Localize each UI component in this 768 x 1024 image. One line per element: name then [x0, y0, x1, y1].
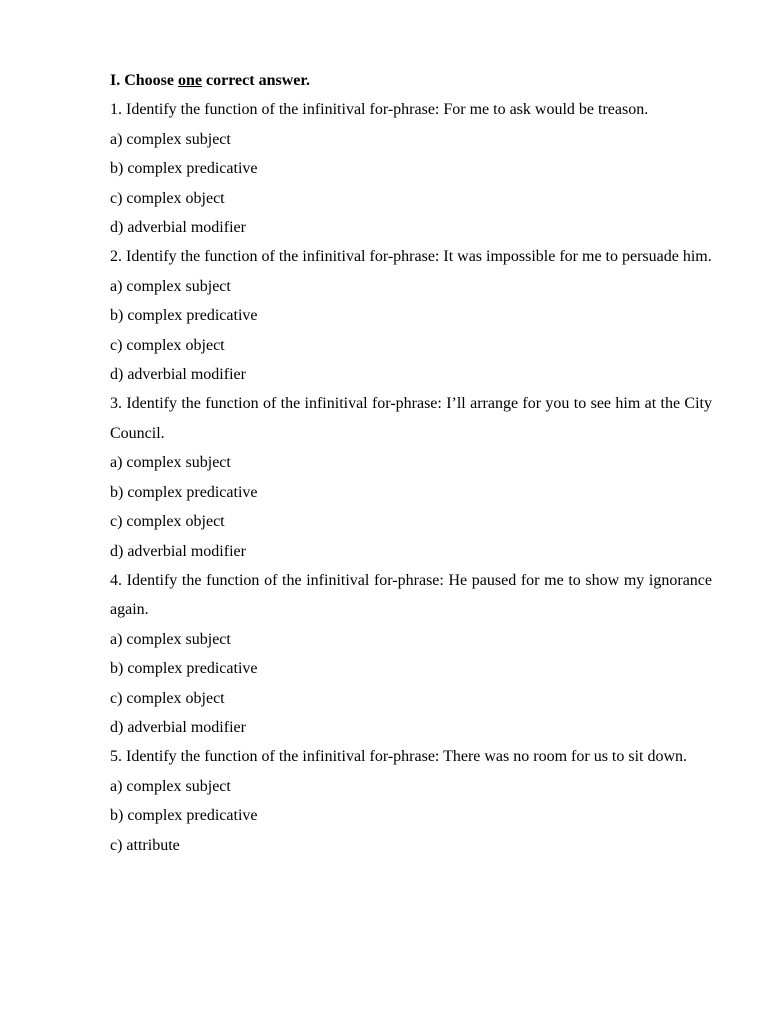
answer-option: c) complex object: [110, 336, 225, 354]
document-body: [110, 66, 712, 860]
heading-underlined-word: one: [178, 72, 203, 89]
answer-option: d) adverbial modifier: [110, 718, 246, 736]
question-text: 4. Identify the function of the infinitival for-phrase: He paused for me to show my ignorance again.: [110, 571, 712, 619]
heading-suffix: correct answer.: [202, 72, 310, 89]
question-text: 1. Identify the function of the infinitival for-phrase: For me to ask would be treason.: [110, 101, 649, 119]
answer-option: b) complex predicative: [110, 660, 258, 678]
answer-option: b) complex predicative: [110, 807, 258, 825]
answer-option: b) complex predicative: [110, 483, 258, 501]
answer-option: c) complex object: [110, 189, 225, 207]
question-text: 2. Identify the function of the infinitival for-phrase: It was impossible for me to persuade him.: [110, 248, 712, 266]
answer-option: a) complex subject: [110, 277, 231, 295]
question-text: 5. Identify the function of the infinitival for-phrase: There was no room for us to sit down.: [110, 748, 688, 766]
answer-option: b) complex predicative: [110, 160, 258, 178]
answer-option: d) adverbial modifier: [110, 542, 246, 560]
question-text: 3. Identify the function of the infinitival for-phrase: I’ll arrange for you to see him at the City Council.: [110, 395, 712, 442]
answer-option: a) complex subject: [110, 130, 231, 148]
answer-option: d) adverbial modifier: [110, 219, 246, 237]
answer-option: d) adverbial modifier: [110, 366, 246, 384]
answer-option: a) complex subject: [110, 454, 231, 472]
answer-option: a) complex subject: [110, 630, 231, 648]
answer-option: c) complex object: [110, 689, 225, 707]
question-3: [110, 389, 712, 565]
question-5: [110, 742, 712, 860]
answer-option: a) complex subject: [110, 777, 231, 795]
question-1: [110, 95, 712, 242]
question-2: [110, 242, 712, 389]
question-4: [110, 566, 712, 742]
heading-prefix: I. Choose: [110, 72, 179, 89]
answer-option: c) complex object: [110, 513, 225, 531]
answer-option: b) complex predicative: [110, 307, 258, 325]
section-heading: [110, 66, 712, 95]
answer-option: c) attribute: [110, 836, 180, 854]
